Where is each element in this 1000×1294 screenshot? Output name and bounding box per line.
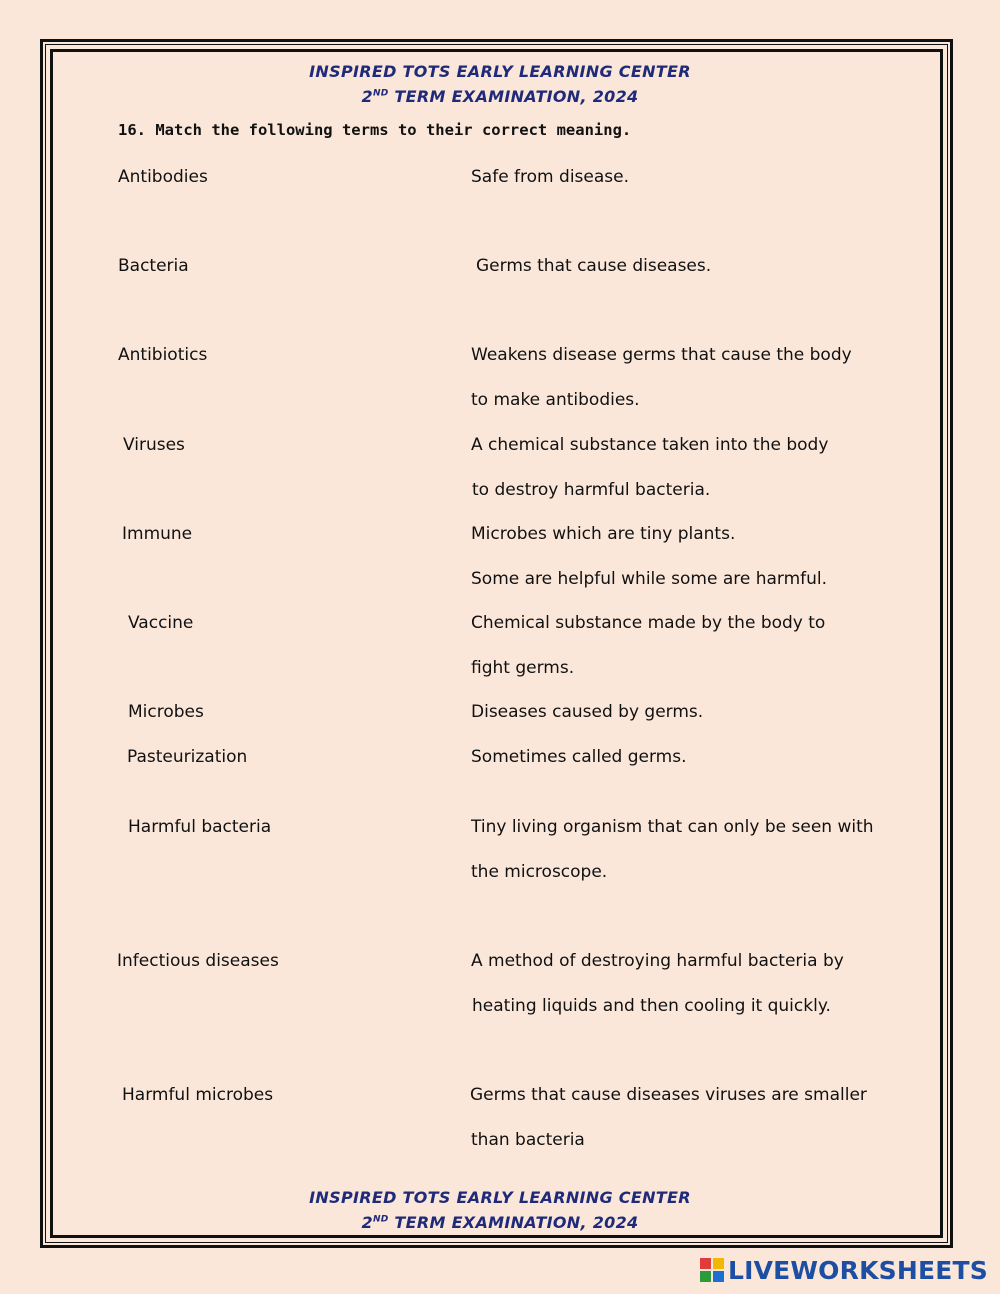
liveworksheets-logo-icon (700, 1258, 724, 1282)
term-item: Harmful bacteria (128, 817, 272, 837)
meaning-line: heating liquids and then cooling it quickly. (472, 996, 831, 1016)
meaning-line: Germs that cause diseases viruses are smaller (470, 1085, 867, 1105)
liveworksheets-brand[interactable] (700, 1253, 988, 1287)
meaning-line: Chemical substance made by the body to (471, 613, 826, 633)
meaning-line: Germs that cause diseases. (476, 256, 712, 276)
term-item: Immune (122, 524, 193, 544)
exam-title-top (0, 87, 1000, 106)
meaning-line: Tiny living organism that can only be seen with (471, 817, 874, 837)
meaning-line: A method of destroying harmful bacteria by (471, 951, 844, 971)
term-title: TERM EXAMINATION, 2024 (388, 87, 639, 106)
school-name-top: INSPIRED TOTS EARLY LEARNING CENTER (309, 62, 691, 81)
term-number: 2 (361, 1213, 373, 1232)
meaning-line: Weakens disease germs that cause the body (471, 345, 852, 365)
term-item: Vaccine (128, 613, 194, 633)
term-ordinal: ND (372, 1214, 389, 1225)
term-item: Microbes (128, 702, 204, 722)
meaning-line: Safe from disease. (471, 167, 629, 187)
meaning-line: Sometimes called germs. (471, 747, 687, 767)
question-instruction: 16. Match the following terms to their correct meaning. (118, 121, 632, 139)
brand-name: LIVEWORKSHEETS (727, 1255, 988, 1285)
meaning-line: the microscope. (471, 862, 608, 882)
term-item: Antibodies (118, 167, 208, 187)
school-name-bottom: INSPIRED TOTS EARLY LEARNING CENTER (309, 1188, 691, 1207)
exam-title-bottom (0, 1213, 1000, 1232)
term-number: 2 (361, 87, 373, 106)
meaning-line: fight germs. (471, 658, 575, 678)
term-item: Antibiotics (118, 345, 208, 365)
term-title: TERM EXAMINATION, 2024 (388, 1213, 639, 1232)
term-item: Harmful microbes (122, 1085, 274, 1105)
meaning-line: to make antibodies. (471, 390, 640, 410)
term-ordinal: ND (372, 88, 389, 99)
term-item: Bacteria (118, 256, 189, 276)
meaning-line: Some are helpful while some are harmful. (471, 569, 828, 589)
term-item: Infectious diseases (117, 951, 279, 971)
meaning-line: Diseases caused by germs. (471, 702, 704, 722)
meaning-line: Microbes which are tiny plants. (471, 524, 736, 544)
term-item: Pasteurization (127, 747, 248, 767)
term-item: Viruses (123, 435, 185, 455)
meaning-line: A chemical substance taken into the body (471, 435, 829, 455)
meaning-line: than bacteria (471, 1130, 585, 1150)
meaning-line: to destroy harmful bacteria. (472, 480, 711, 500)
page-border-inner (50, 49, 943, 1238)
